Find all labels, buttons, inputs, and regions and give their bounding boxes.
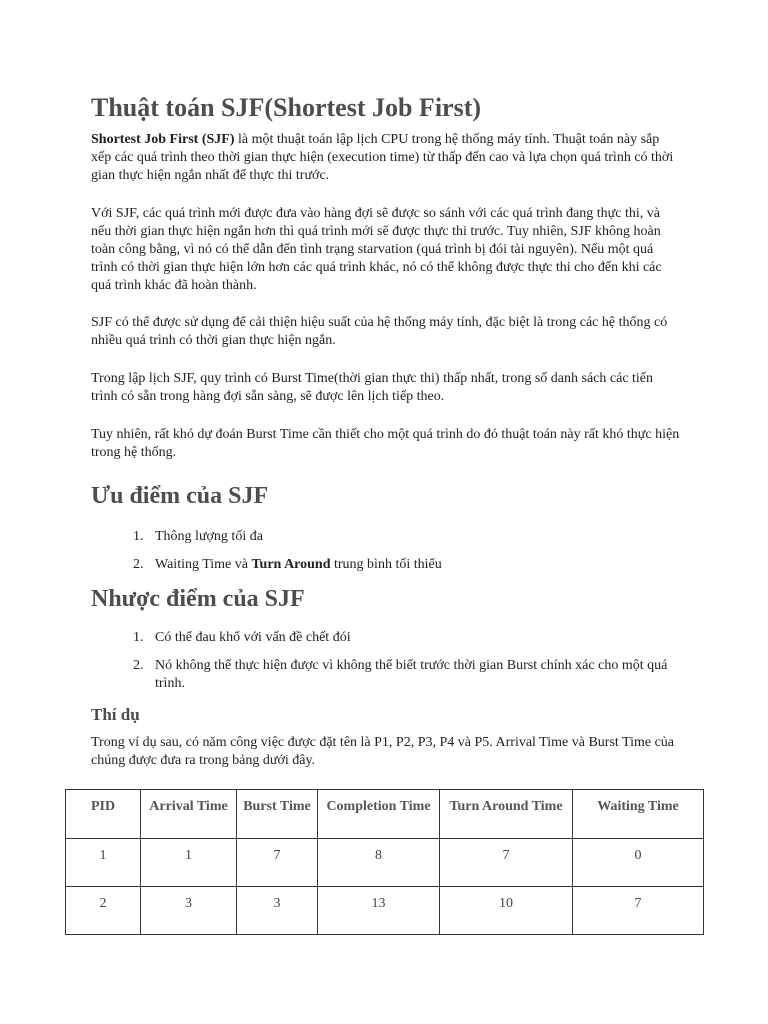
list-number: 2. bbox=[133, 557, 144, 572]
list-number: 1. bbox=[133, 630, 144, 645]
table-header-row bbox=[66, 790, 704, 839]
list-number: 1. bbox=[133, 529, 144, 544]
page-title: Thuật toán SJF(Shortest Job First) bbox=[91, 93, 482, 122]
example-heading: Thí dụ bbox=[91, 705, 140, 724]
table-cell: 2 bbox=[66, 887, 141, 935]
list-item-text: Waiting Time và bbox=[155, 557, 252, 572]
table-cell: 3 bbox=[141, 887, 237, 935]
paragraph-burst-time: Trong lập lịch SJF, quy trình có Burst Time(thời gian thực thi) thấp nhất, trong số danh sách các tiến trình có sẵn trong hàng đợi sẵn sàng, sẽ được lên lịch tiếp theo. bbox=[91, 371, 654, 404]
list-number: 2. bbox=[133, 658, 144, 673]
table-cell: 3 bbox=[237, 887, 318, 935]
table-cell: 1 bbox=[66, 839, 141, 887]
advantages-heading: Ưu điểm của SJF bbox=[91, 483, 269, 509]
table-cell: 1 bbox=[141, 839, 237, 887]
paragraph-difficulty: Tuy nhiên, rất khó dự đoán Burst Time cần thiết cho một quá trình do đó thuật toán này rất khó thực hiện trong hệ thống. bbox=[91, 427, 680, 460]
table-cell: 7 bbox=[573, 887, 704, 935]
list-item bbox=[133, 556, 673, 574]
example-paragraph: Trong ví dụ sau, có năm công việc được đặt tên là P1, P2, P3, P4 và P5. Arrival Time và Burst Time của chúng được đưa ra trong bảng dưới đây. bbox=[91, 735, 675, 768]
column-header-pid: PID bbox=[66, 790, 141, 839]
column-header-turn-around-time: Turn Around Time bbox=[440, 790, 573, 839]
disadvantages-heading: Nhược điểm của SJF bbox=[91, 586, 305, 612]
process-table bbox=[65, 789, 704, 935]
table-cell: 7 bbox=[440, 839, 573, 887]
list-item-bold: Turn Around bbox=[251, 557, 331, 572]
paragraph-starvation: Với SJF, các quá trình mới được đưa vào hàng đợi sẽ được so sánh với các quá trình đang thực thi, và nếu thời gian thực hiện ngắn hơn thì quá trình mới sẽ được thực thi trước. Tuy nhiên, SJF không hoàn toàn công bằng, vì nó có thể dẫn đến tình trạng starvation (quá trình bị đói tài nguyên). Nếu một quá trình có thời gian thực hiện lớn hơn các quá trình khác, nó có thể không được thực thi cho đến khi các quá trình khác đã hoàn thành. bbox=[91, 206, 662, 293]
list-item bbox=[133, 629, 673, 647]
column-header-arrival-time: Arrival Time bbox=[141, 790, 237, 839]
column-header-burst-time: Burst Time bbox=[237, 790, 318, 839]
table-cell: 8 bbox=[318, 839, 440, 887]
intro-text: là một thuật toán lập lịch CPU trong hệ thống máy tính. Thuật toán này sắp xếp các quá trình theo thời gian thực hiện (execution time) từ thấp đến cao và lựa chọn quá trình có thời gian thực hiện ngắn nhất để thực thi trước. bbox=[91, 132, 674, 183]
table-row bbox=[66, 887, 704, 935]
list-item-text: Có thể đau khổ với vấn đề chết đói bbox=[155, 630, 351, 645]
table-cell: 0 bbox=[573, 839, 704, 887]
paragraph-performance: SJF có thể được sử dụng để cải thiện hiệu suất của hệ thống máy tính, đặc biệt là trong các hệ thống có nhiều quá trình có thời gian thực hiện ngắn. bbox=[91, 315, 668, 348]
advantages-list bbox=[133, 528, 673, 584]
disadvantages-list bbox=[133, 629, 673, 703]
list-item-text: Thông lượng tối đa bbox=[155, 529, 263, 544]
column-header-waiting-time: Waiting Time bbox=[573, 790, 704, 839]
table-cell: 10 bbox=[440, 887, 573, 935]
table-row bbox=[66, 839, 704, 887]
list-item-text: Nó không thể thực hiện được vì không thể biết trước thời gian Burst chính xác cho một quá trình. bbox=[155, 658, 668, 691]
list-item bbox=[133, 657, 673, 693]
table-cell: 13 bbox=[318, 887, 440, 935]
intro-paragraph bbox=[91, 131, 681, 185]
table-cell: 7 bbox=[237, 839, 318, 887]
column-header-completion-time: Completion Time bbox=[318, 790, 440, 839]
intro-bold-term: Shortest Job First (SJF) bbox=[91, 132, 235, 147]
list-item bbox=[133, 528, 673, 546]
list-item-text-end: trung bình tối thiểu bbox=[330, 557, 442, 572]
